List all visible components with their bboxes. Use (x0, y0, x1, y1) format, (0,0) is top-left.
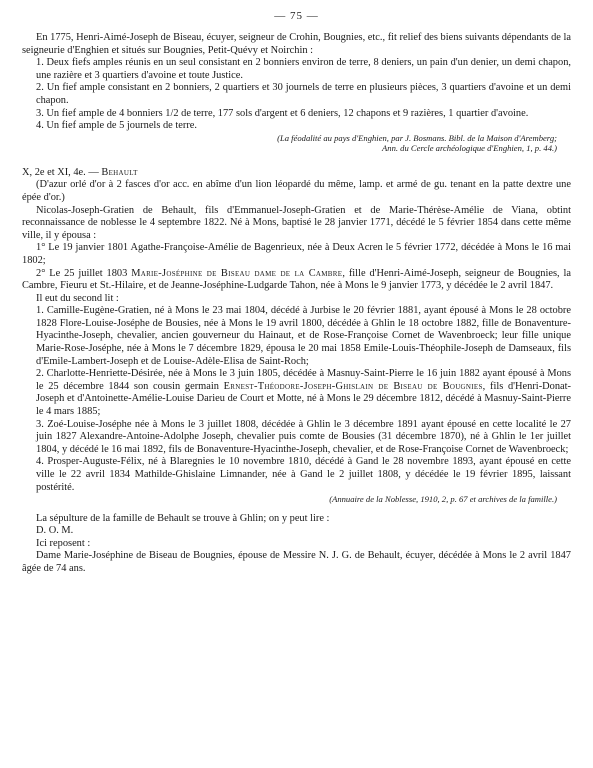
epitaph-dame: Dame Marie-Joséphine de Biseau de Bougnies, épouse de Messire N. J. G. de Behault, écuyer, décédée à Mons le 2 avril 1847 âgée de 74 ans. (22, 550, 571, 575)
marriage-second (22, 268, 571, 293)
intro-paragraph: En 1775, Henri-Aimé-Joseph de Biseau, écuyer, seigneur de Crohin, Bougnies, etc., fit relief des biens suivants dépendants de la seigneurie d'Enghien et situés sur Bougnies, Petit-Quévy et Noirchin : (22, 32, 571, 56)
children-intro: Il eut du second lit : (36, 292, 119, 304)
marriage-first: 1° Le 19 janvier 1801 Agathe-Françoise-Amélie de Bagenrieux, née à Deux Acren le 5 février 1772, décédée à Mons le 16 mai 1802; (22, 242, 571, 266)
arms-description: (D'azur orlé d'or à 2 fasces d'or acc. en abîme d'un lion léopardé du même, lamp. et armé de gu. tenant en la patte dextre une épée d'or.) (22, 179, 571, 203)
ici-reposent: Ici reposent : (36, 537, 91, 549)
nicolas-paragraph: Nicolas-Joseph-Gratien de Behault, fils d'Emmanuel-Joseph-Gratien et de Marie-Thérèse-Amélie de Viana, obtint reconnaissance de noblesse le 4 septembre 1822. Né à Mons, baptisé le 28 janvier 1771, décédé le 5 février 1854 dans cette même ville, il y épousa : (22, 204, 571, 241)
document-page (22, 10, 571, 576)
marriage-second-start: 2° Le 25 juillet 1803 (36, 267, 132, 279)
fief-item-4: 4. Un fief ample de 5 journels de terre. (36, 120, 197, 132)
child-2 (22, 368, 571, 418)
child-2-start: 2. Charlotte-Henriette-Désirée, née à Mons le 3 juin 1805, décédée à Masnuy-Saint-Pierre le 16 juin 1882 ayant épousé à Mons le 25 décembre 1844 son cousin germain (36, 368, 571, 392)
child-1: 1. Camille-Eugène-Gratien, né à Mons le 23 mai 1804, décédé à Jurbise le 20 février 1881, ayant épousé à Mons le 28 octobre 1828 Flore-Louise-Joséphe de Bousies, née à Mons le 19 avril 1800, décédée à Ghlin le 18 octobre 1882, fille de Bonaventure-Hyacinthe-Joseph, chevalier, ancien gouverneur du Hainaut, et de Rose-Françoise Cornet de Wavenbroeck; leur fille unique Marie-Rose-Joséphe, née à Mons le 7 décembre 1829, épousa le 20 mai 1858 Emile-Louis-Théophile-Joseph de Damseaux, fils d'Emile-Lambert-Joseph et de Louise-Adèle-Elisa de Saint-Roch; (36, 305, 571, 367)
section-heading-name: Behault (101, 166, 138, 178)
fief-item-2: 2. Un fief ample consistant en 2 bonniers, 2 quartiers et 30 journels de terre en plusieurs pièces, 3 quartiers d'avoine et un demi chapon. (36, 82, 571, 106)
citation-annuaire: (Annuaire de la Noblesse, 1910, 2, p. 67 et archives de la famille.) (329, 494, 557, 505)
citation-bosmans-line2: Ann. du Cercle archéologique d'Enghien, 1, p. 44.) (382, 143, 557, 154)
sepulture-paragraph: La sépulture de la famille de Behault se trouve à Ghlin; on y peut lire : (36, 512, 330, 524)
marriage-second-rest: , fille d'Henri-Aimé-Joseph, seigneur de Bougnies, la Cambre, Fieuru et St.-Hilaire, et de Jeanne-Joséphine-Ludgarde Tahon, née à Mons le 9 janvier 1773, y décédée le 2 avril 1847. (22, 267, 571, 292)
child-2-spouse: Ernest-Théodore-Joseph-Ghislain de Biseau de Bougnies (223, 380, 483, 392)
dom-inscription: D. O. M. (36, 525, 74, 537)
child-2-rest: , fils d'Henri-Donat-Joseph et d'Antoinette-Amélie-Louise Darieu de Court et Motte, né à Mons le 29 décembre 1812, décédé à Masnuy-Saint-Pierre le 4 mars 1885; (36, 380, 572, 418)
child-4: 4. Prosper-Auguste-Félix, né à Blaregnies le 10 novembre 1810, décédé à Gand le 28 novembre 1893, ayant épousé en cette ville le 22 avril 1834 Mathilde-Ghislaine Limnander, née à Gand le 2 juillet 1808, y décédée le 19 février 1895, laissant postérité. (36, 456, 571, 493)
section-heading (22, 167, 571, 180)
fief-item-3: 3. Un fief ample de 4 bonniers 1/2 de terre, 177 sols d'argent et 6 deniers, 12 chapons et 9 razières, 1 quartier d'avoine. (36, 107, 529, 119)
marriage-second-spouse: Marie-Joséphine de Biseau dame de la Cambre (131, 267, 343, 279)
page-number: — 75 — (274, 10, 319, 22)
section-heading-prefix: X, 2e et XI, 4e. — (22, 166, 102, 178)
citation-bosmans-line1: (La féodalité au pays d'Enghien, par J. Bosmans. Bibl. de la Maison d'Aremberg; (277, 132, 557, 143)
fief-item-1: 1. Deux fiefs amples réunis en un seul consistant en 2 bonniers environ de terre, 8 deniers, un pain d'un denier, un demi chapon, une razière et 3 quartiers d'avoine et toute Justice. (36, 57, 571, 81)
child-3: 3. Zoé-Louise-Joséphe née à Mons le 3 juillet 1808, décédée à Ghlin le 3 décembre 1891 ayant épousé en cette localité le 27 juin 1827 Alexandre-Antoine-Adolphe Joseph, chevalier puis comte de Bousies (31 décembre 1870), né à Ghlin le 1er juillet 1804, y décédé le 16 mai 1892, fils de Bonaventure-Hyacinthe-Joseph, chevalier, et de Rose-Françoise Cornet de Wavenbroeck; (36, 418, 571, 455)
